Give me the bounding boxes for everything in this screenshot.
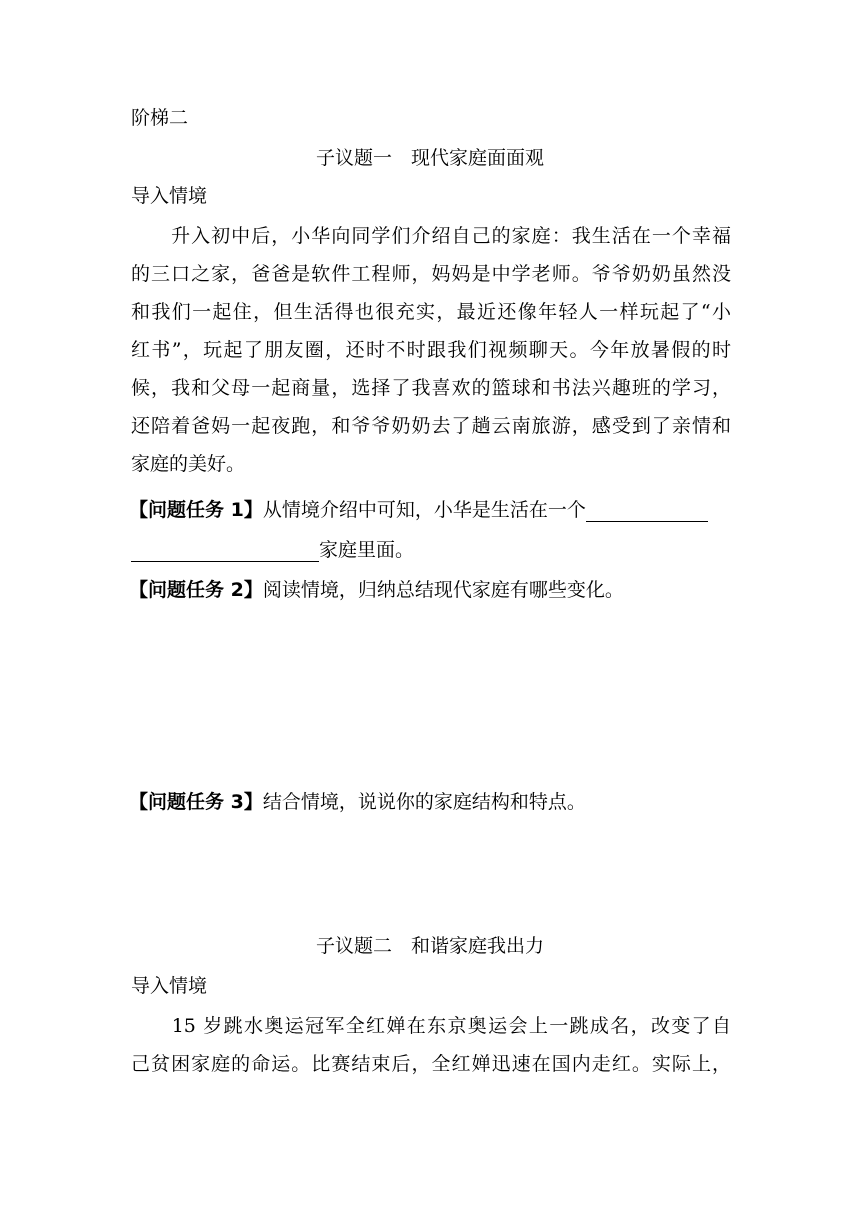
sub-topic-2-intro-label: 导入情境 xyxy=(131,975,208,997)
task-1-continued xyxy=(131,538,731,562)
sub-topic-1-intro-label: 导入情境 xyxy=(131,185,208,207)
paragraph-line: 红书”，玩起了朋友圈，还时不时跟我们视频聊天。今年放暑假的时 xyxy=(131,339,731,361)
task-2-label: 【问题任务 2】 xyxy=(129,579,263,601)
paragraph-line: 升入初中后，小华向同学们介绍自己的家庭：我生活在一个幸福 xyxy=(131,225,731,247)
paragraph-line: 的三口之家，爸爸是软件工程师，妈妈是中学老师。爷爷奶奶虽然没 xyxy=(131,263,731,285)
task-3 xyxy=(129,790,729,814)
paragraph-line: 候，我和父母一起商量，选择了我喜欢的篮球和书法兴趣班的学习， xyxy=(131,377,731,399)
task-3-text: 结合情境，说说你的家庭结构和特点。 xyxy=(262,791,586,813)
paragraph-line: 还陪着爸妈一起夜跑，和爷爷奶奶去了趟云南旅游，感受到了亲情和 xyxy=(131,415,731,437)
task-1-answer-blank[interactable] xyxy=(586,501,708,522)
paragraph-line: 和我们一起住，但生活得也很充实，最近还像年轻人一样玩起了“小 xyxy=(131,301,731,323)
task-1-label: 【问题任务 1】 xyxy=(129,499,263,521)
task-1-text: 从情境介绍中可知，小华是生活在一个 xyxy=(262,499,586,521)
task-2 xyxy=(129,578,729,602)
stage-heading: 阶梯二 xyxy=(131,107,189,129)
paragraph-line: 家庭的美好。 xyxy=(131,453,246,475)
paragraph-line: 15 岁跳水奥运冠军全红婵在东京奥运会上一跳成名，改变了自 xyxy=(131,1015,731,1037)
sub-topic-1-title: 子议题一 现代家庭面面观 xyxy=(315,147,544,169)
task-3-label: 【问题任务 3】 xyxy=(129,791,263,813)
paragraph-line: 己贫困家庭的命运。比赛结束后，全红婵迅速在国内走红。实际上， xyxy=(131,1053,731,1075)
task-1-text-end: 家庭里面。 xyxy=(319,539,415,561)
task-1 xyxy=(129,498,729,522)
task-2-text: 阅读情境，归纳总结现代家庭有哪些变化。 xyxy=(262,579,624,601)
task-1-answer-blank-2[interactable] xyxy=(131,541,319,562)
sub-topic-2-title: 子议题二 和谐家庭我出力 xyxy=(315,935,544,957)
